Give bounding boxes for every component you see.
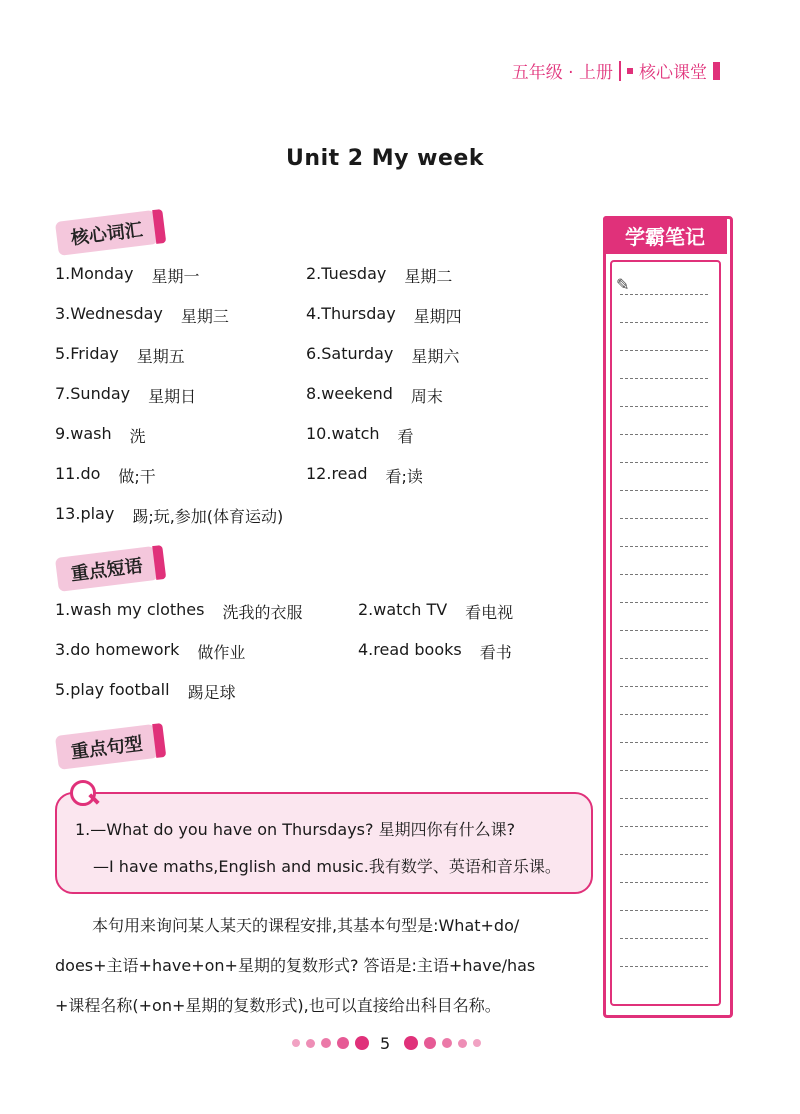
note-line bbox=[620, 742, 708, 743]
header-square-icon bbox=[627, 68, 633, 74]
vocab-item bbox=[306, 464, 423, 487]
vocab-en: 9.wash bbox=[55, 424, 112, 443]
footer-dots-left bbox=[292, 1036, 369, 1050]
note-line bbox=[620, 434, 708, 435]
vocab-item bbox=[306, 344, 459, 367]
phrase-en: 2.watch TV bbox=[358, 600, 448, 619]
dot-icon bbox=[404, 1036, 418, 1050]
dot-icon bbox=[355, 1036, 369, 1050]
pencil-icon: ✎ bbox=[616, 275, 630, 294]
vocab-en: 11.do bbox=[55, 464, 101, 483]
explanation-line: does+主语+have+on+星期的复数形式? 答语是:主语+have/has bbox=[55, 956, 536, 975]
header-grade: 五年级 · 上册 bbox=[511, 63, 613, 83]
vocab-item bbox=[55, 424, 146, 447]
phrase-item bbox=[358, 600, 513, 623]
magnifier-icon bbox=[70, 780, 96, 806]
header-divider bbox=[619, 61, 621, 81]
note-line bbox=[620, 882, 708, 883]
vocab-en: 7.Sunday bbox=[55, 384, 131, 403]
phrase-item bbox=[55, 680, 236, 703]
notes-title: 学霸笔记 bbox=[603, 216, 727, 254]
vocab-en: 4.Thursday bbox=[306, 304, 396, 323]
phrase-en: 1.wash my clothes bbox=[55, 600, 205, 619]
vocab-item bbox=[306, 304, 462, 327]
key-sentence-box bbox=[55, 792, 593, 894]
phrase-cn: 洗我的衣服 bbox=[222, 603, 303, 622]
phrase-item bbox=[358, 640, 512, 663]
note-line bbox=[620, 406, 708, 407]
sentence-question: 1.—What do you have on Thursdays? 星期四你有什么课? bbox=[75, 820, 516, 839]
note-line bbox=[620, 686, 708, 687]
explanation-line: +课程名称(+on+星期的复数形式),也可以直接给出科目名称。 bbox=[55, 996, 501, 1015]
note-line bbox=[620, 854, 708, 855]
phrase-cn: 踢足球 bbox=[187, 683, 236, 702]
note-line bbox=[620, 630, 708, 631]
vocab-cn: 星期五 bbox=[136, 347, 185, 366]
note-line bbox=[620, 966, 708, 967]
vocab-item bbox=[306, 424, 414, 447]
sentence-answer: —I have maths,English and music.我有数学、英语和音乐课。 bbox=[93, 857, 561, 876]
vocab-cn: 周末 bbox=[410, 387, 443, 406]
vocab-item bbox=[55, 384, 196, 407]
vocab-item bbox=[55, 464, 156, 487]
dot-icon bbox=[442, 1038, 452, 1048]
notes-inner-frame bbox=[610, 260, 721, 1006]
dot-icon bbox=[321, 1038, 331, 1048]
vocab-en: 10.watch bbox=[306, 424, 380, 443]
page-number: 5 bbox=[380, 1034, 391, 1053]
vocab-en: 13.play bbox=[55, 504, 115, 523]
vocab-item bbox=[55, 264, 199, 287]
vocab-en: 8.weekend bbox=[306, 384, 393, 403]
note-line bbox=[620, 770, 708, 771]
vocab-cn: 做;干 bbox=[118, 467, 156, 486]
note-line bbox=[620, 546, 708, 547]
dot-icon bbox=[337, 1037, 349, 1049]
vocab-en: 3.Wednesday bbox=[55, 304, 163, 323]
vocab-item bbox=[306, 264, 452, 287]
vocab-item bbox=[306, 384, 443, 407]
vocab-en: 2.Tuesday bbox=[306, 264, 387, 283]
page-title: Unit 2 My week bbox=[286, 146, 484, 171]
vocab-cn: 看;读 bbox=[385, 467, 423, 486]
vocab-cn: 洗 bbox=[129, 427, 146, 446]
note-line bbox=[620, 910, 708, 911]
note-line bbox=[620, 658, 708, 659]
footer-dots-right bbox=[404, 1036, 481, 1050]
note-line bbox=[620, 518, 708, 519]
vocab-cn: 星期日 bbox=[148, 387, 197, 406]
note-line bbox=[620, 490, 708, 491]
dot-icon bbox=[424, 1037, 436, 1049]
dot-icon bbox=[458, 1039, 467, 1048]
phrase-tag-label: 重点短语 bbox=[69, 555, 144, 586]
phrase-section-tag bbox=[55, 546, 158, 592]
vocab-en: 5.Friday bbox=[55, 344, 119, 363]
vocab-cn: 踢;玩,参加(体育运动) bbox=[132, 507, 284, 526]
vocab-cn: 星期六 bbox=[411, 347, 460, 366]
vocab-cn: 看 bbox=[397, 427, 414, 446]
vocab-en: 1.Monday bbox=[55, 264, 134, 283]
vocab-item bbox=[55, 344, 185, 367]
note-line bbox=[620, 378, 708, 379]
vocab-tag-label: 核心词汇 bbox=[69, 219, 144, 250]
vocab-item bbox=[55, 304, 229, 327]
dot-icon bbox=[306, 1039, 315, 1048]
note-line bbox=[620, 350, 708, 351]
phrase-en: 4.read books bbox=[358, 640, 462, 659]
vocab-cn: 星期二 bbox=[404, 267, 453, 286]
phrase-cn: 做作业 bbox=[197, 643, 246, 662]
vocab-item bbox=[55, 504, 283, 527]
sentence-tag-label: 重点句型 bbox=[69, 733, 144, 764]
note-line bbox=[620, 574, 708, 575]
vocab-cn: 星期一 bbox=[151, 267, 200, 286]
note-line bbox=[620, 714, 708, 715]
vocab-en: 6.Saturday bbox=[306, 344, 394, 363]
note-line bbox=[620, 798, 708, 799]
header-section: 核心课堂 bbox=[639, 63, 707, 83]
phrase-item bbox=[55, 640, 245, 663]
dot-icon bbox=[292, 1039, 300, 1047]
vocab-en: 12.read bbox=[306, 464, 368, 483]
phrase-cn: 看电视 bbox=[465, 603, 514, 622]
header-bar-icon bbox=[713, 62, 720, 80]
note-line bbox=[620, 322, 708, 323]
vocab-cn: 星期四 bbox=[413, 307, 462, 326]
sentence-section-tag bbox=[55, 724, 158, 770]
phrase-cn: 看书 bbox=[479, 643, 512, 662]
page-header bbox=[512, 58, 720, 83]
dot-icon bbox=[473, 1039, 481, 1047]
note-line bbox=[620, 826, 708, 827]
note-line bbox=[620, 294, 708, 295]
note-line bbox=[620, 462, 708, 463]
explanation-line: 本句用来询问某人某天的课程安排,其基本句型是:What+do/ bbox=[92, 916, 520, 935]
vocab-cn: 星期三 bbox=[180, 307, 229, 326]
vocab-section-tag bbox=[55, 210, 158, 256]
note-line bbox=[620, 938, 708, 939]
phrase-en: 3.do homework bbox=[55, 640, 180, 659]
note-line bbox=[620, 602, 708, 603]
phrase-item bbox=[55, 600, 303, 623]
phrase-en: 5.play football bbox=[55, 680, 170, 699]
